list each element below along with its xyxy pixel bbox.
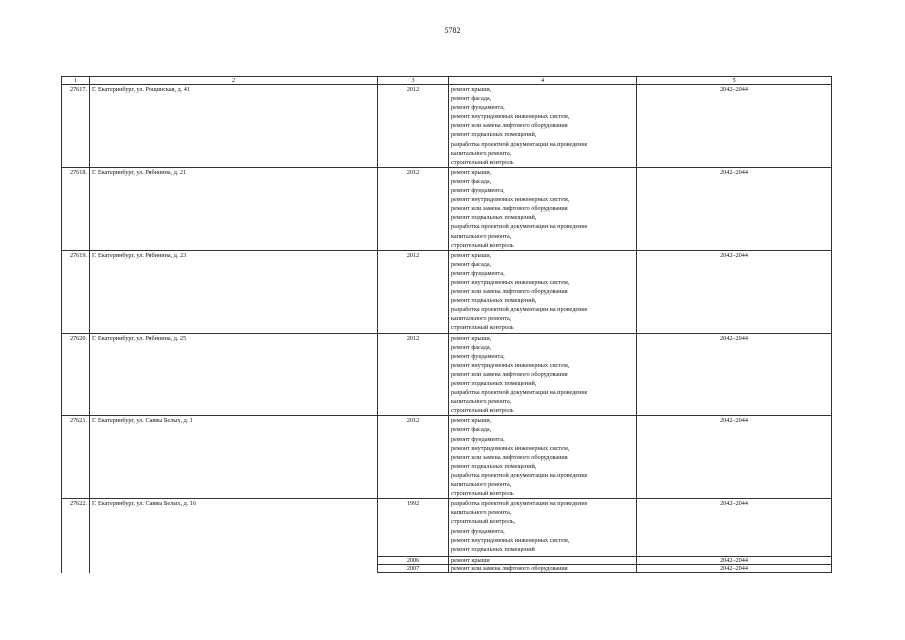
row-number: 27620. bbox=[62, 333, 90, 416]
period-cell: 2042–2044 bbox=[637, 416, 832, 499]
row-number bbox=[62, 565, 90, 573]
work-item: капитального ремонта, bbox=[451, 232, 512, 240]
work-item: капитального ремонта, bbox=[451, 149, 512, 157]
work-item: капитального ремонта, bbox=[451, 315, 512, 323]
address-cell bbox=[90, 557, 378, 565]
work-item: строительный контроль, bbox=[451, 518, 516, 526]
work-item: капитального ремонта, bbox=[451, 398, 512, 406]
table-row bbox=[62, 333, 832, 416]
works-cell: ремонт или замена лифтового оборудования bbox=[449, 565, 637, 573]
work-item: разработка проектной документации на проведение bbox=[451, 306, 588, 314]
column-number-header bbox=[62, 77, 832, 85]
work-item: ремонт крыши, bbox=[451, 417, 492, 425]
work-item: ремонт подвальных помещений, bbox=[451, 214, 537, 222]
work-item: ремонт крыши, bbox=[451, 86, 492, 93]
work-item: строительный контроль bbox=[451, 158, 514, 166]
work-item: ремонт фундамента, bbox=[451, 527, 505, 535]
year-cell: 2006 bbox=[378, 557, 449, 565]
address-cell: Г. Екатеринбург, ул. Саввы Белых, д. 1 bbox=[90, 416, 378, 499]
work-item: ремонт крыши, bbox=[451, 334, 492, 342]
page-number: 5782 bbox=[444, 26, 461, 35]
table-row bbox=[62, 167, 832, 250]
works-cell bbox=[449, 416, 637, 499]
work-item: ремонт фасада, bbox=[451, 177, 492, 185]
address-cell: Г. Екатеринбург, ул. Рябинина, д. 25 bbox=[90, 333, 378, 416]
work-item: ремонт фундамента, bbox=[451, 352, 505, 360]
address-cell: Г. Екатеринбург, ул. Рощинская, д. 41 bbox=[90, 85, 378, 168]
works-cell bbox=[449, 250, 637, 333]
work-item: ремонт фундамента, bbox=[451, 187, 505, 195]
work-item: ремонт подвальных помещений bbox=[451, 545, 535, 553]
work-item: ремонт крыши, bbox=[451, 251, 492, 259]
work-item: ремонт или замена лифтового оборудования bbox=[451, 205, 568, 213]
work-item: ремонт фундамента, bbox=[451, 435, 505, 443]
table-row bbox=[62, 250, 832, 333]
work-item: разработка проектной документации на проведение bbox=[451, 223, 588, 231]
period-cell: 2042–2044 bbox=[637, 250, 832, 333]
period-cell: 2042–2044 bbox=[637, 557, 832, 565]
work-item: ремонт фундамента, bbox=[451, 104, 505, 112]
year-cell: 1992 bbox=[378, 499, 449, 557]
work-item: ремонт фасада, bbox=[451, 426, 492, 434]
work-item: ремонт или замена лифтового оборудования bbox=[451, 288, 568, 296]
sub-row bbox=[62, 565, 832, 573]
column-number-3: 3 bbox=[378, 77, 449, 85]
works-cell bbox=[449, 499, 637, 557]
period-cell: 2042–2044 bbox=[637, 565, 832, 573]
work-item: ремонт внутридомовых инженерных систем, bbox=[451, 113, 570, 121]
work-item: ремонт внутридомовых инженерных систем, bbox=[451, 278, 570, 286]
address-cell: Г. Екатеринбург, ул. Саввы Белых, д. 16 bbox=[90, 499, 378, 557]
year-cell: 2012 bbox=[378, 167, 449, 250]
work-item: ремонт или замена лифтового оборудования bbox=[451, 370, 568, 378]
work-item: ремонт фундамента, bbox=[451, 269, 505, 277]
work-item: строительный контроль bbox=[451, 241, 514, 249]
table-row bbox=[62, 499, 832, 557]
works-cell bbox=[449, 333, 637, 416]
column-number-2: 2 bbox=[90, 77, 378, 85]
column-number-5: 5 bbox=[637, 77, 832, 85]
period-cell: 2042–2044 bbox=[637, 499, 832, 557]
work-item: капитального ремонта, bbox=[451, 481, 512, 489]
work-item: ремонт внутридомовых инженерных систем, bbox=[451, 536, 570, 544]
address-cell bbox=[90, 565, 378, 573]
row-number bbox=[62, 557, 90, 565]
year-cell: 2012 bbox=[378, 250, 449, 333]
sub-row bbox=[62, 557, 832, 565]
work-item: строительный контроль bbox=[451, 324, 514, 332]
works-cell bbox=[449, 167, 637, 250]
work-item: ремонт подвальных помещений, bbox=[451, 297, 537, 305]
column-number-4: 4 bbox=[449, 77, 637, 85]
work-item: ремонт подвальных помещений, bbox=[451, 131, 537, 139]
works-cell: ремонт крыши bbox=[449, 557, 637, 565]
row-number: 27618. bbox=[62, 167, 90, 250]
work-item: ремонт внутридомовых инженерных систем, bbox=[451, 361, 570, 369]
work-item: ремонт подвальных помещений, bbox=[451, 380, 537, 387]
row-number: 27619. bbox=[62, 250, 90, 333]
year-cell: 2007 bbox=[378, 565, 449, 573]
table-row bbox=[62, 85, 832, 168]
work-item: строительный контроль bbox=[451, 490, 514, 498]
work-item: ремонт внутридомовых инженерных систем, bbox=[451, 196, 570, 204]
work-item: ремонт фасада, bbox=[451, 343, 492, 351]
work-item: разработка проектной документации на проведение bbox=[451, 500, 588, 508]
work-item: ремонт фасада, bbox=[451, 95, 492, 103]
work-item: ремонт внутридомовых инженерных систем, bbox=[451, 444, 570, 452]
column-number-1: 1 bbox=[62, 77, 90, 85]
period-cell: 2042–2044 bbox=[637, 167, 832, 250]
address-cell: Г. Екатеринбург, ул. Рябинина, д. 21 bbox=[90, 167, 378, 250]
work-item: ремонт фасада, bbox=[451, 260, 492, 268]
year-cell: 2012 bbox=[378, 85, 449, 168]
work-item: ремонт или замена лифтового оборудования bbox=[451, 122, 568, 130]
work-item: ремонт крыши, bbox=[451, 168, 492, 176]
year-cell: 2012 bbox=[378, 333, 449, 416]
period-cell: 2042–2044 bbox=[637, 85, 832, 168]
work-item: ремонт подвальных помещений, bbox=[451, 462, 537, 470]
works-cell bbox=[449, 85, 637, 168]
work-item: разработка проектной документации на проведение bbox=[451, 140, 588, 148]
row-number: 27617. bbox=[62, 85, 90, 168]
year-cell: 2012 bbox=[378, 416, 449, 499]
work-item: разработка проектной документации на проведение bbox=[451, 471, 588, 479]
address-cell: Г. Екатеринбург, ул. Рябинина, д. 23 bbox=[90, 250, 378, 333]
table-row bbox=[62, 416, 832, 499]
work-item: капитального ремонта, bbox=[451, 509, 512, 517]
row-number: 27622. bbox=[62, 499, 90, 557]
row-number: 27621. bbox=[62, 416, 90, 499]
work-item: разработка проектной документации на проведение bbox=[451, 389, 588, 397]
period-cell: 2042–2044 bbox=[637, 333, 832, 416]
work-item: ремонт или замена лифтового оборудования bbox=[451, 453, 568, 461]
repair-schedule-table bbox=[61, 76, 832, 573]
work-item: строительный контроль bbox=[451, 407, 514, 415]
